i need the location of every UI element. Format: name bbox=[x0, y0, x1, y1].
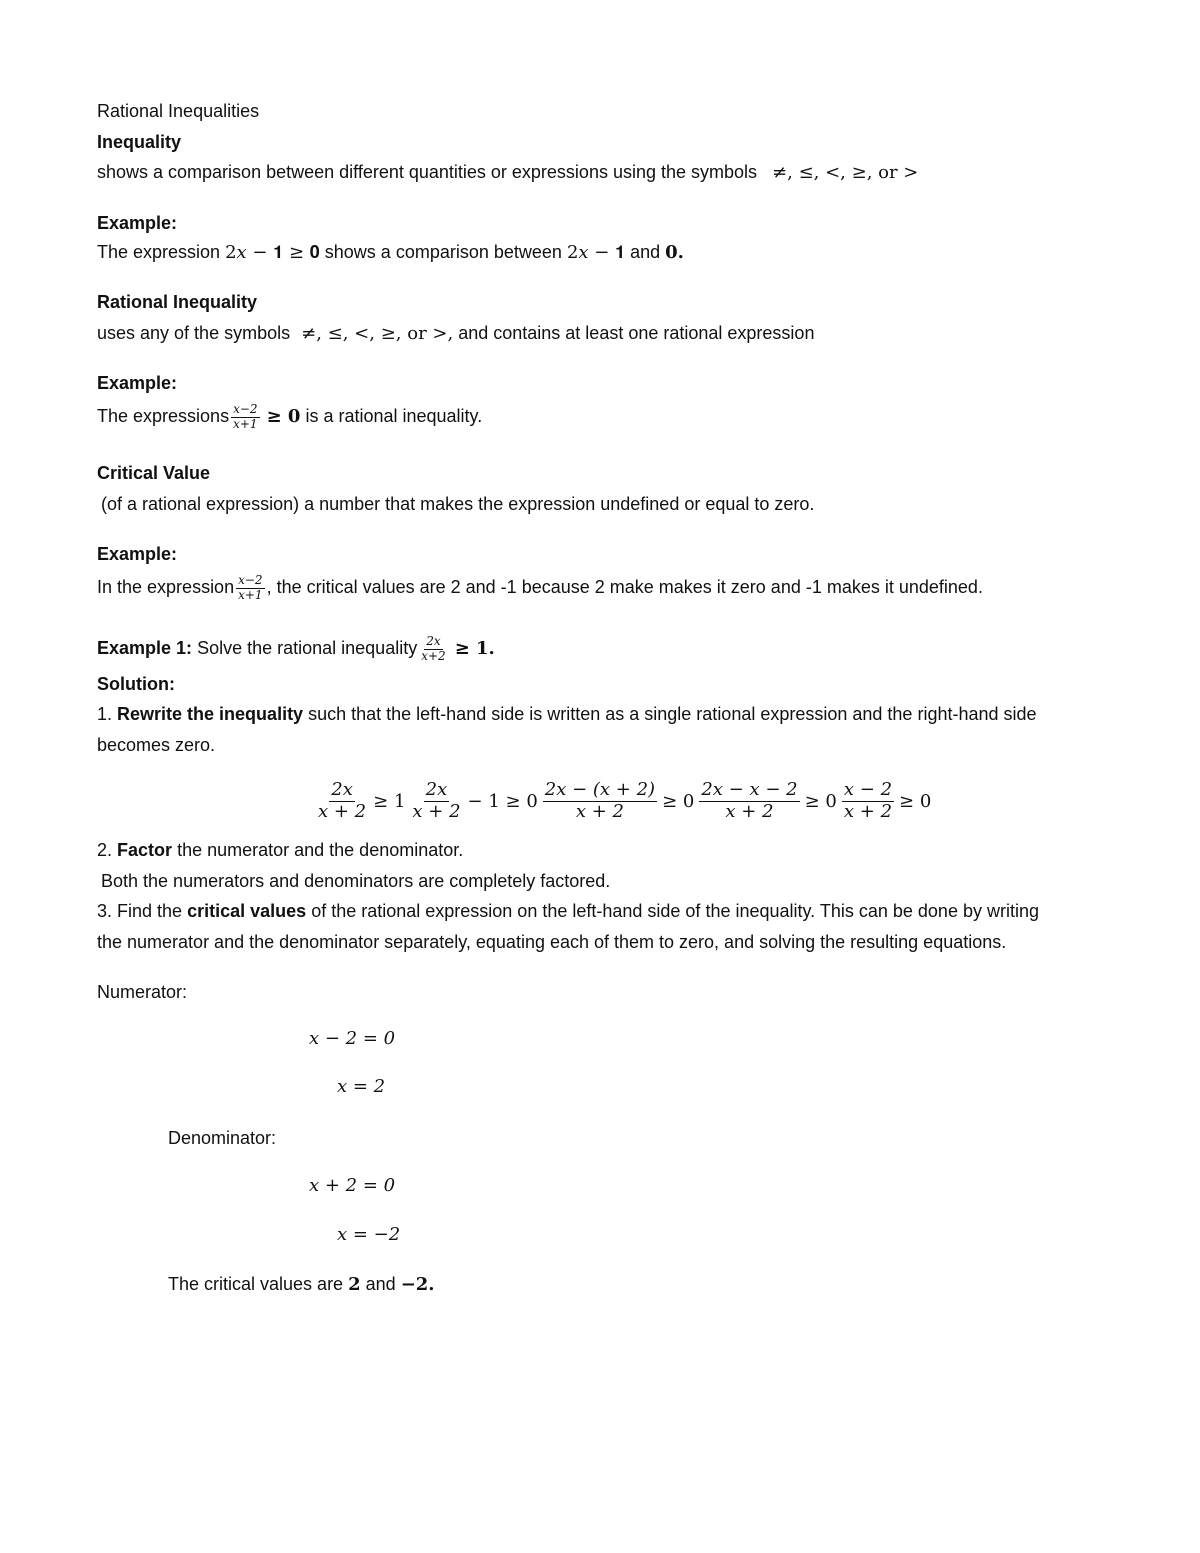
critical-value-example-fraction bbox=[236, 574, 264, 603]
rewrite-chain bbox=[314, 780, 934, 822]
fraction-numerator: 𝑥−2 bbox=[233, 401, 258, 416]
chain-denominator: 𝑥 + 2 bbox=[318, 800, 367, 822]
chain-relation: ≥ 0 bbox=[899, 790, 932, 812]
chain-relation: ≥ 1 bbox=[373, 790, 406, 812]
step3-bold: critical values bbox=[187, 901, 307, 921]
denominator-equation-1: 𝑥 + 2 = 0 bbox=[309, 1175, 396, 1196]
chain-relation: − 1 ≥ 0 bbox=[467, 790, 538, 812]
example1-fraction bbox=[419, 635, 447, 664]
inequality-example-heading: Example: bbox=[97, 213, 178, 233]
step3-pre: Find the bbox=[117, 901, 183, 921]
document-title: Rational Inequalities bbox=[97, 101, 260, 121]
step1-number: 1. bbox=[97, 704, 113, 724]
chain-fraction bbox=[842, 780, 894, 822]
inequality-definition bbox=[97, 160, 918, 185]
chain-denominator: 𝑥 + 2 bbox=[412, 800, 461, 822]
example1-label: Example 1: bbox=[97, 638, 193, 658]
chain-numerator: 2𝑥 − (𝑥 + 2) bbox=[544, 779, 656, 800]
step1-continuation: becomes zero. bbox=[97, 735, 216, 755]
rational-inequality-example-rel: ≥ 𝟎 bbox=[266, 406, 301, 427]
chain-denominator: 𝑥 + 2 bbox=[725, 800, 774, 822]
critical-value-example-suffix: , the critical values are 2 and -1 because 2 make makes it zero and -1 makes it undefined. bbox=[266, 577, 983, 597]
conclusion-value-2: −𝟐. bbox=[400, 1274, 435, 1295]
step3-number: 3. bbox=[97, 901, 113, 921]
rational-inequality-example-suffix: is a rational inequality. bbox=[305, 406, 483, 426]
critical-value-example-heading: Example: bbox=[97, 544, 178, 564]
inequality-example-zero: 𝟎. bbox=[665, 242, 684, 263]
inequality-example-expr2: 2𝑥 − 𝟏 bbox=[566, 242, 626, 263]
step3-continuation: the numerator and the denominator separately, equating each of them to zero, and solving the resulting equations. bbox=[97, 932, 1007, 952]
rational-inequality-example-fraction bbox=[231, 403, 259, 432]
rational-inequality-example-prefix: The expressions bbox=[97, 406, 230, 426]
chain-relation: ≥ 0 bbox=[804, 790, 837, 812]
inequality-symbols: ≠, ≤, <, ≥, or > bbox=[772, 162, 919, 183]
numerator-equation-2: 𝑥 = 2 bbox=[337, 1076, 386, 1097]
chain-numerator: 2𝑥 bbox=[331, 779, 353, 800]
step2-number: 2. bbox=[97, 840, 113, 860]
chain-numerator: 2𝑥 − 𝑥 − 2 bbox=[701, 779, 798, 800]
rational-inequality-symbols: ≠, ≤, <, ≥, or >, bbox=[301, 323, 454, 344]
fraction-numerator: 2𝑥 bbox=[426, 633, 441, 648]
chain-denominator: 𝑥 + 2 bbox=[843, 800, 893, 822]
step1-text: such that the left-hand side is written as a single rational expression and the right-hand side bbox=[308, 704, 1037, 724]
example1-prompt-text: Solve the rational inequality bbox=[197, 638, 418, 658]
chain-relation: ≥ 0 bbox=[662, 790, 695, 812]
inequality-example-expr: 2𝑥 − 𝟏 ≥ 𝟎 bbox=[225, 242, 320, 263]
example1-rel: ≥ 𝟏. bbox=[454, 638, 495, 659]
step3-text: of the rational expression on the left-hand side of the inequality. This can be done by writing bbox=[311, 901, 1039, 921]
conclusion-prefix: The critical values are bbox=[168, 1274, 344, 1294]
step2-bold: Factor bbox=[117, 840, 173, 860]
critical-value-example-prefix: In the expression bbox=[97, 577, 235, 597]
step1 bbox=[97, 702, 1037, 726]
step2-note: Both the numerators and denominators are completely factored. bbox=[101, 871, 611, 891]
rational-inequality-definition bbox=[97, 321, 814, 346]
fraction-denominator: 𝑥+2 bbox=[421, 648, 446, 663]
conclusion-and: and bbox=[365, 1274, 396, 1294]
step2-text: the numerator and the denominator. bbox=[177, 840, 464, 860]
rational-inequality-definition-suffix: and contains at least one rational expression bbox=[458, 323, 815, 343]
conclusion bbox=[168, 1272, 435, 1297]
example1-prompt bbox=[97, 628, 495, 669]
inequality-example-middle: shows a comparison between bbox=[324, 242, 562, 262]
solution-label: Solution: bbox=[97, 674, 175, 694]
chain-fraction bbox=[543, 780, 657, 822]
rational-inequality-example bbox=[97, 396, 482, 437]
rational-inequality-definition-prefix: uses any of the symbols bbox=[97, 323, 291, 343]
critical-value-heading: Critical Value bbox=[97, 463, 211, 483]
step1-bold: Rewrite the inequality bbox=[117, 704, 304, 724]
numerator-equation-1: 𝑥 − 2 = 0 bbox=[309, 1028, 396, 1049]
chain-denominator: 𝑥 + 2 bbox=[575, 800, 624, 822]
inequality-example bbox=[97, 240, 684, 265]
fraction-numerator: 𝑥−2 bbox=[238, 572, 263, 587]
chain-fraction bbox=[410, 780, 462, 822]
chain-fraction bbox=[699, 780, 799, 822]
chain-numerator: 𝑥 − 2 bbox=[843, 779, 893, 800]
denominator-equation-2: 𝑥 = −2 bbox=[337, 1224, 401, 1245]
fraction-denominator: 𝑥+1 bbox=[233, 416, 258, 431]
denominator-label: Denominator: bbox=[168, 1128, 277, 1148]
inequality-heading: Inequality bbox=[97, 132, 182, 152]
step2 bbox=[97, 838, 463, 862]
rational-inequality-example-heading: Example: bbox=[97, 373, 178, 393]
inequality-example-and: and bbox=[630, 242, 661, 262]
critical-value-definition: (of a rational expression) a number that makes the expression undefined or equal to zero. bbox=[101, 494, 815, 514]
inequality-example-prefix: The expression bbox=[97, 242, 221, 262]
numerator-label: Numerator: bbox=[97, 982, 188, 1002]
chain-numerator: 2𝑥 bbox=[425, 779, 448, 800]
step3 bbox=[97, 899, 1039, 923]
chain-fraction bbox=[316, 780, 368, 822]
inequality-definition-text: shows a comparison between different quantities or expressions using the symbols bbox=[97, 162, 758, 182]
conclusion-value-1: 𝟐 bbox=[348, 1274, 361, 1295]
rational-inequality-heading: Rational Inequality bbox=[97, 292, 258, 312]
critical-value-example bbox=[97, 567, 983, 607]
fraction-denominator: 𝑥+1 bbox=[238, 587, 263, 602]
